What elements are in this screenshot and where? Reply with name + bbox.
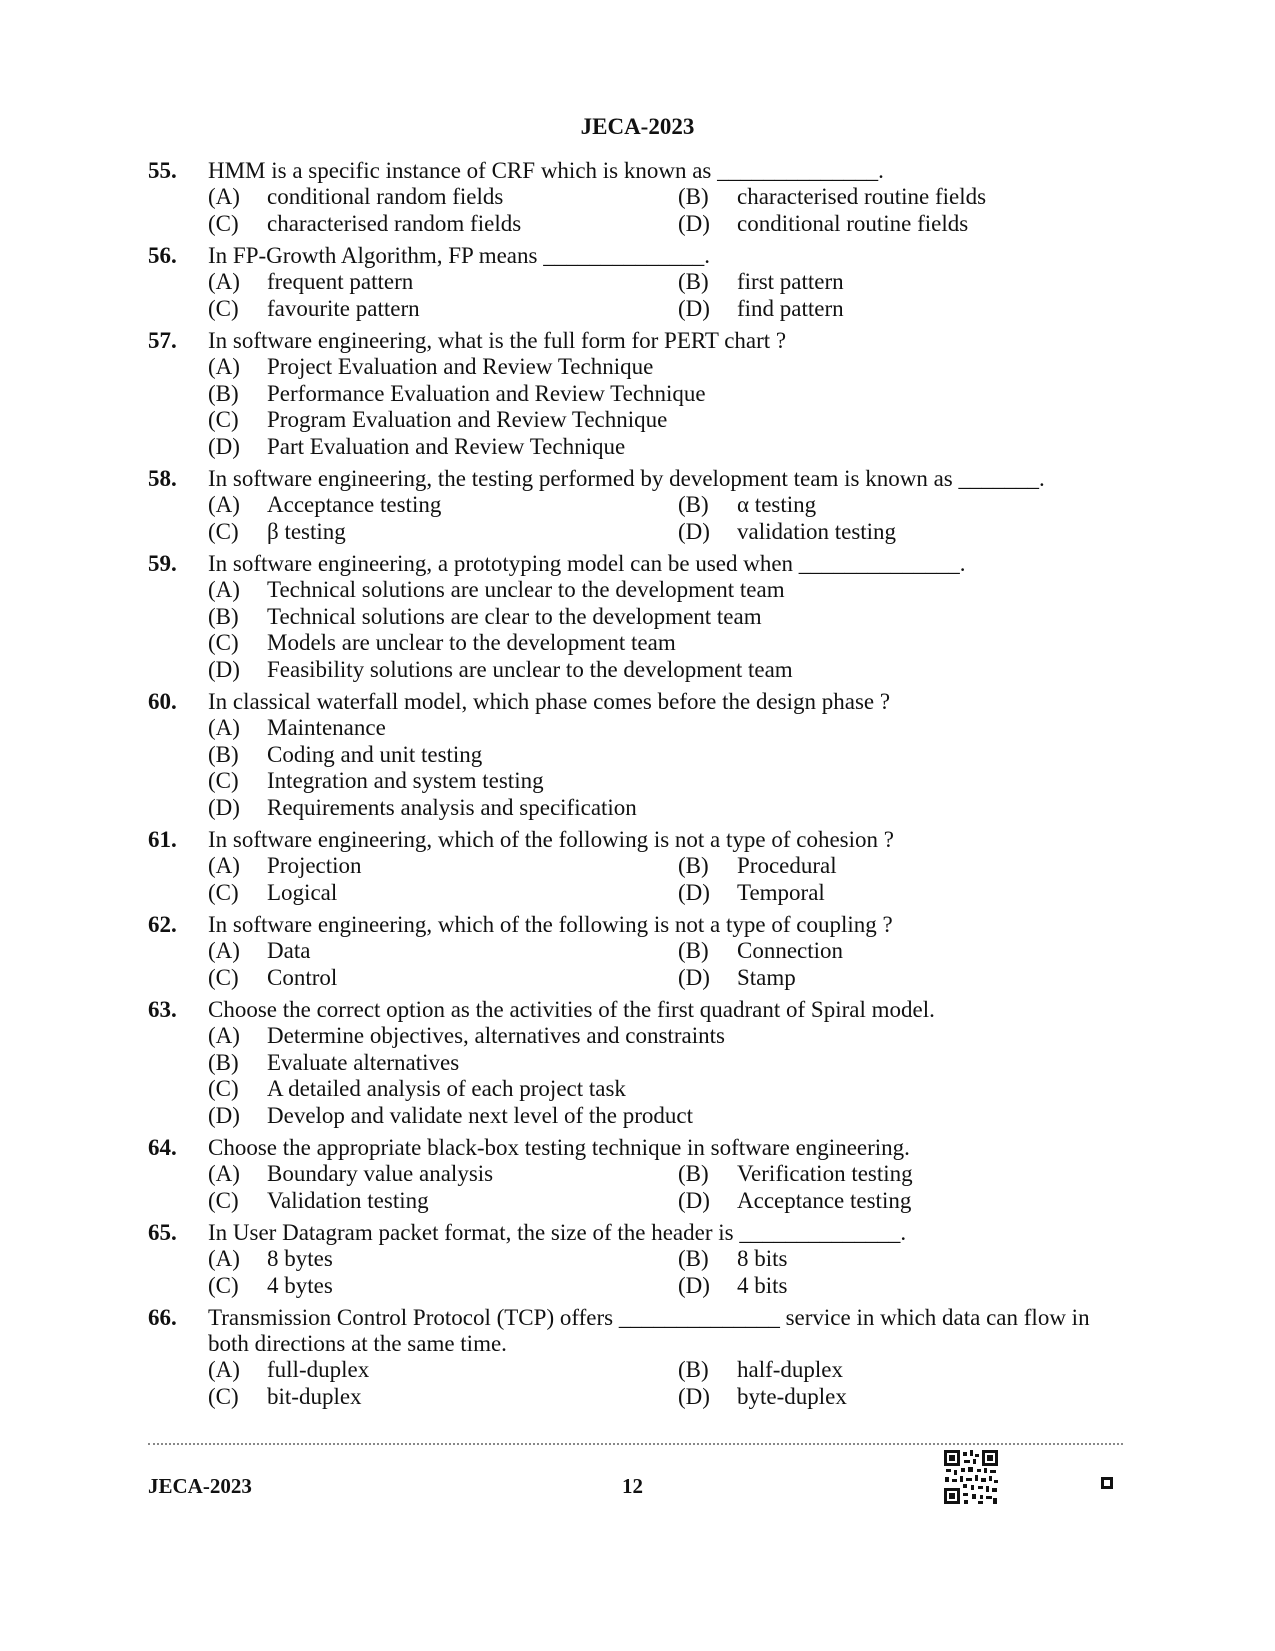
answer-option [208,1246,678,1273]
question [148,1220,1123,1299]
option-letter: (B) [678,184,709,209]
option-letter: (A) [208,1023,240,1048]
answer-option [678,938,1123,965]
option-group [208,184,1123,237]
option-letter: (C) [208,768,239,793]
option-text: Coding and unit testing [267,741,483,767]
question-number: 65. [148,1220,177,1245]
option-text: Control [267,964,338,990]
question-stem: In FP-Growth Algorithm, FP means ______________. [208,243,710,268]
option-text: Feasibility solutions are unclear to the development team [267,656,793,682]
option-text: Requirements analysis and specification [267,794,637,820]
option-text: conditional routine fields [737,210,969,236]
option-text: Program Evaluation and Review Technique [267,407,668,432]
option-letter: (B) [208,603,239,629]
answer-option [208,768,1123,795]
question-number: 63. [148,997,177,1022]
option-letter: (D) [208,1102,240,1128]
option-text: Evaluate alternatives [267,1049,460,1075]
option-text: Logical [267,879,338,905]
option-letter: (C) [208,879,239,905]
option-letter: (B) [678,492,709,517]
corner-marker [1101,1477,1113,1489]
option-group [208,853,1123,906]
question-stem: In classical waterfall model, which phase comes before the design phase ? [208,689,891,714]
answer-option [208,269,678,296]
question-stem: Transmission Control Protocol (TCP) offers ______________ service in which data can flow in both directions at the same time. [208,1305,1090,1356]
option-letter: (B) [678,1357,709,1382]
question [148,1305,1123,1410]
option-text: full-duplex [267,1357,370,1382]
option-letter: (C) [208,407,239,432]
option-letter: (A) [208,1246,240,1271]
question-number: 66. [148,1305,177,1330]
option-text: frequent pattern [267,269,414,294]
answer-option [678,269,1123,296]
answer-option [208,296,678,323]
answer-option [208,1103,1123,1130]
option-text: 4 bits [737,1272,788,1298]
option-letter: (C) [208,210,239,236]
option-text: validation testing [737,518,897,544]
question-number: 61. [148,827,177,852]
option-text: characterised random fields [267,210,522,236]
option-letter: (B) [678,938,709,963]
option-group [208,1023,1123,1129]
answer-option [678,1246,1123,1273]
answer-option [208,492,678,519]
question-number: 64. [148,1135,177,1160]
answer-option [208,657,1123,684]
answer-option [678,492,1123,519]
option-text: 8 bits [737,1246,788,1271]
option-letter: (D) [678,964,710,990]
question [148,689,1123,821]
option-text: half-duplex [737,1357,844,1382]
answer-option [678,1357,1123,1384]
option-text: Temporal [737,879,825,905]
option-letter: (B) [678,1161,709,1186]
footer-page-number: 12 [622,1474,643,1498]
option-text: find pattern [737,295,844,321]
option-letter: (B) [678,1246,709,1271]
option-letter: (A) [208,184,240,209]
answer-option [678,853,1123,880]
answer-option [678,1188,1123,1215]
question-stem: In software engineering, the testing performed by development team is known as _______. [208,466,1045,491]
answer-option [208,434,1123,461]
question-stem: Choose the appropriate black-box testing technique in software engineering. [208,1135,910,1160]
option-group [208,354,1123,460]
option-text: favourite pattern [267,295,420,321]
option-letter: (D) [208,794,240,820]
answer-option [208,1357,678,1384]
option-letter: (A) [208,1357,240,1382]
question-number: 62. [148,912,177,937]
question [148,328,1123,460]
option-letter: (C) [208,1076,239,1101]
option-text: Boundary value analysis [267,1161,494,1186]
answer-option [208,965,678,992]
question-number: 59. [148,551,177,576]
option-text: Models are unclear to the development team [267,630,676,655]
option-letter: (A) [208,853,240,878]
option-letter: (D) [208,656,240,682]
option-text: Technical solutions are clear to the development team [267,603,762,629]
option-text: Stamp [737,964,796,990]
option-text: α testing [737,492,817,517]
option-text: conditional random fields [267,184,504,209]
option-text: first pattern [737,269,844,294]
answer-option [208,184,678,211]
option-letter: (C) [208,1187,239,1213]
option-text: Maintenance [267,715,386,740]
option-letter: (D) [678,1272,710,1298]
page-header-title: JECA-2023 [580,114,695,139]
option-letter: (B) [208,741,239,767]
answer-option [208,1273,678,1300]
option-text: Verification testing [737,1161,913,1186]
option-letter: (B) [208,380,239,406]
answer-option [678,965,1123,992]
answer-option [208,938,678,965]
option-text: Performance Evaluation and Review Technique [267,380,706,406]
option-letter: (B) [678,269,709,294]
option-text: Technical solutions are unclear to the development team [267,577,785,602]
answer-option [208,853,678,880]
option-letter: (A) [208,577,240,602]
option-text: Procedural [737,853,837,878]
question-stem: In software engineering, a prototyping model can be used when ______________. [208,551,966,576]
option-text: Determine objectives, alternatives and constraints [267,1023,725,1048]
option-group [208,1246,1123,1299]
answer-option [208,519,678,546]
answer-option [678,519,1123,546]
question-number: 57. [148,328,177,353]
option-letter: (C) [208,630,239,655]
question-number: 55. [148,158,177,183]
question-stem: In software engineering, what is the full form for PERT chart ? [208,328,787,353]
question-number: 56. [148,243,177,268]
answer-option [208,715,1123,742]
answer-option [678,1384,1123,1411]
answer-option [208,880,678,907]
question-list [148,158,1123,1416]
option-letter: (A) [208,354,240,379]
question-stem: In User Datagram packet format, the size of the header is ______________. [208,1220,907,1245]
answer-option [208,407,1123,434]
answer-option [208,211,678,238]
option-text: Acceptance testing [737,1187,912,1213]
answer-option [208,1188,678,1215]
option-text: 8 bytes [267,1246,333,1271]
option-letter: (A) [208,269,240,294]
answer-option [208,1161,678,1188]
option-text: characterised routine fields [737,184,987,209]
question [148,551,1123,683]
option-text: Validation testing [267,1187,429,1213]
option-text: Part Evaluation and Review Technique [267,433,626,459]
option-text: Connection [737,938,844,963]
option-letter: (B) [208,1049,239,1075]
option-text: bit-duplex [267,1383,362,1409]
answer-option [678,184,1123,211]
answer-option [208,354,1123,381]
option-group [208,938,1123,991]
answer-option [208,1050,1123,1077]
option-letter: (D) [678,879,710,905]
answer-option [208,1023,1123,1050]
option-text: β testing [267,518,346,544]
answer-option [208,742,1123,769]
option-letter: (A) [208,715,240,740]
question [148,466,1123,545]
option-letter: (D) [678,518,710,544]
option-letter: (B) [678,853,709,878]
question [148,997,1123,1129]
option-group [208,577,1123,683]
question-stem: Choose the correct option as the activities of the first quadrant of Spiral model. [208,997,935,1022]
option-letter: (C) [208,964,239,990]
option-text: 4 bytes [267,1272,333,1298]
option-letter: (C) [208,1272,239,1298]
question-stem: HMM is a specific instance of CRF which is known as ______________. [208,158,884,183]
qr-code-icon [944,1450,998,1504]
question [148,912,1123,991]
confidential-strip [148,1443,1123,1449]
option-letter: (C) [208,518,239,544]
answer-option [208,1076,1123,1103]
answer-option [208,795,1123,822]
question [148,158,1123,237]
option-group [208,1357,1123,1410]
answer-option [678,211,1123,238]
answer-option [208,630,1123,657]
option-group [208,1161,1123,1214]
question-stem: In software engineering, which of the following is not a type of cohesion ? [208,827,894,852]
question [148,827,1123,906]
question [148,1135,1123,1214]
option-text: Acceptance testing [267,492,442,517]
option-letter: (C) [208,1383,239,1409]
option-group [208,269,1123,322]
footer-exam-code: JECA-2023 [148,1474,252,1498]
option-letter: (D) [678,210,710,236]
question-number: 60. [148,689,177,714]
option-group [208,715,1123,821]
option-group [208,492,1123,545]
option-letter: (A) [208,938,240,963]
answer-option [208,604,1123,631]
option-text: Project Evaluation and Review Technique [267,354,654,379]
option-letter: (C) [208,295,239,321]
answer-option [208,577,1123,604]
option-letter: (D) [678,1187,710,1213]
option-letter: (D) [678,295,710,321]
option-text: Integration and system testing [267,768,544,793]
answer-option [208,381,1123,408]
answer-option [678,880,1123,907]
option-text: Develop and validate next level of the product [267,1102,693,1128]
answer-option [678,296,1123,323]
option-letter: (D) [208,433,240,459]
answer-option [208,1384,678,1411]
option-text: Projection [267,853,362,878]
option-letter: (A) [208,492,240,517]
option-text: byte-duplex [737,1383,847,1409]
option-text: A detailed analysis of each project task [267,1076,626,1101]
answer-option [678,1161,1123,1188]
question-stem: In software engineering, which of the following is not a type of coupling ? [208,912,893,937]
option-letter: (D) [678,1383,710,1409]
option-text: Data [267,938,311,963]
question [148,243,1123,322]
answer-option [678,1273,1123,1300]
question-number: 58. [148,466,177,491]
option-letter: (A) [208,1161,240,1186]
